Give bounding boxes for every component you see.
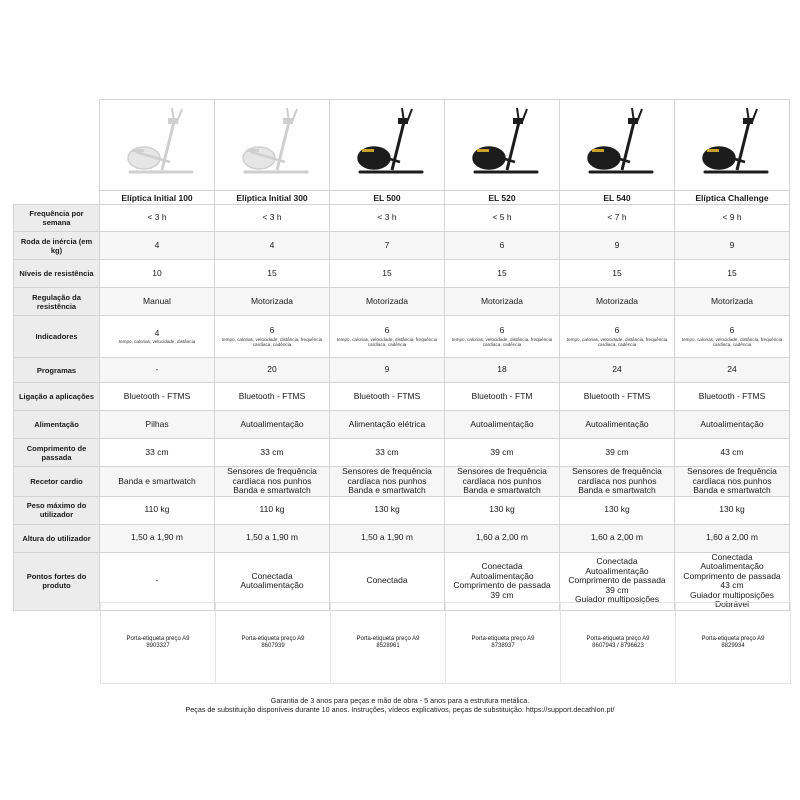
product-name: Elíptica Challenge — [675, 191, 790, 205]
spec-cell: Motorizada — [675, 288, 790, 316]
support-note: Peças de substituição disponíveis durante 10 anos. Instruções, vídeos explicativos, peças de substituição: https://support.decathlon.pt/ — [185, 705, 615, 714]
price-tag-3 — [331, 603, 446, 684]
image-row — [14, 100, 790, 191]
indicator-detail: tempo, calorias, velocidade, distância, frequência cardíaca, cadência — [451, 336, 553, 347]
spec-cell: Bluetooth - FTMS — [330, 383, 445, 411]
product-name-row — [14, 191, 790, 205]
indicator-count: 6 — [384, 325, 390, 336]
price-tag-label: Porta-etiqueta preço A9 — [471, 635, 535, 642]
spec-cell: 33 cm — [100, 439, 215, 467]
spec-cell: Motorizada — [330, 288, 445, 316]
cell-line: Comprimento de passada — [568, 575, 666, 586]
spec-cell: < 9 h — [675, 205, 790, 232]
product-name: EL 500 — [330, 191, 445, 205]
machine-post — [392, 122, 404, 170]
spec-cell: Motorizada — [560, 288, 675, 316]
spec-cell: 39 cm — [560, 439, 675, 467]
spec-cell: 110 kg — [100, 496, 215, 524]
row-label: Frequência por semana — [14, 205, 100, 232]
spec-cell: 4 — [100, 232, 215, 260]
cell-line: Conectada — [711, 552, 753, 562]
indicator-detail: tempo, calorias, velocidade, distância — [118, 339, 196, 345]
price-tag-1 — [101, 603, 216, 684]
spec-cell: Pilhas — [100, 411, 215, 439]
cell-line: Guiador multiposições — [689, 589, 775, 600]
indicator-detail: tempo, calorias, velocidade, distância, frequência cardíaca, cadência — [336, 336, 438, 347]
price-tag-label: Porta-etiqueta preço A9 — [356, 635, 420, 642]
spec-cell: 130 kg — [445, 496, 560, 524]
spec-cell: 24 — [560, 358, 675, 383]
indicator-count: 6 — [614, 325, 620, 336]
indicator-detail: tempo, calorias, velocidade, distância, frequência cardíaca, cadência — [221, 336, 323, 347]
spec-cell: 1,60 a 2,00 m — [675, 524, 790, 552]
elliptical-trainer-icon — [447, 100, 557, 185]
spec-cell: < 3 h — [100, 205, 215, 232]
price-tag-4 — [446, 603, 561, 684]
pedal — [592, 149, 604, 152]
product-name: EL 520 — [445, 191, 560, 205]
row-label: Recetor cardio — [14, 467, 100, 497]
spec-cell: < 7 h — [560, 205, 675, 232]
machine-post — [622, 122, 634, 170]
spec-cell: 33 cm — [330, 439, 445, 467]
product-ref: 8829934 — [721, 643, 745, 649]
price-tag-label: Porta-etiqueta preço A9 — [241, 635, 305, 642]
product-ref: 8903327 — [146, 643, 170, 649]
spec-cell: 15 — [215, 260, 330, 288]
product-image-5 — [560, 100, 675, 191]
machine-post — [162, 122, 174, 170]
product-ref: 8607939 — [261, 643, 285, 649]
spec-cell — [330, 316, 445, 358]
spec-cell: Motorizada — [445, 288, 560, 316]
machine-post — [277, 122, 289, 170]
cell-line: cardíaca nos punhos — [577, 475, 657, 486]
spec-row-programas — [14, 358, 790, 383]
spec-cell: 33 cm — [215, 439, 330, 467]
cell-line: 43 cm — [720, 580, 744, 590]
cell-line: cardíaca nos punhos — [462, 475, 542, 486]
row-label: Regulação da resistência — [14, 288, 100, 316]
spec-row-ligacao-a-aplicacoes — [14, 383, 790, 411]
cell-line: Banda e smartwatch — [118, 475, 196, 486]
indicator-detail: tempo, calorias, velocidade, distância, frequência cardíaca, cadência — [681, 336, 783, 347]
product-image-2 — [215, 100, 330, 191]
cell-line: Comprimento de passada — [453, 580, 551, 590]
product-image-4 — [445, 100, 560, 191]
spec-cell — [675, 467, 790, 497]
spec-cell: 1,50 a 1,90 m — [330, 524, 445, 552]
product-name: Elíptica Initial 100 — [100, 191, 215, 205]
pedal — [362, 149, 374, 152]
price-tag-5 — [561, 603, 676, 684]
row-label: Alimentação — [14, 411, 100, 439]
pedal — [132, 149, 144, 152]
spec-cell: Autoalimentação — [215, 411, 330, 439]
row-label: Ligação a aplicações — [14, 383, 100, 411]
elliptical-trainer-icon — [102, 100, 212, 185]
spec-cell: 10 — [100, 260, 215, 288]
product-ref: 8738937 — [491, 643, 515, 649]
cell-line: Conectada — [481, 561, 523, 571]
console — [168, 118, 178, 124]
cell-line: Sensores de frequência — [687, 466, 777, 476]
product-ref: 8607943 / 8796623 — [592, 643, 644, 649]
spec-cell: Bluetooth - FTM — [445, 383, 560, 411]
machine-post — [737, 122, 749, 170]
row-label: Altura do utilizador — [14, 524, 100, 552]
spec-cell: 18 — [445, 358, 560, 383]
spec-cell: 1,50 a 1,90 m — [100, 524, 215, 552]
price-tag-label: Porta-etiqueta preço A9 — [701, 635, 765, 642]
cell-line: - — [155, 575, 159, 586]
indicator-count: 6 — [499, 325, 505, 336]
price-tag-6 — [676, 603, 791, 684]
spec-cell: < 3 h — [215, 205, 330, 232]
price-tag-2 — [216, 603, 331, 684]
price-tag-label: Porta-etiqueta preço A9 — [126, 635, 190, 642]
console — [283, 118, 293, 124]
spec-cell: 9 — [330, 358, 445, 383]
cell-line: Autoalimentação — [700, 561, 764, 571]
spec-cell: < 5 h — [445, 205, 560, 232]
cell-line: Sensores de frequência — [227, 466, 317, 476]
spec-cell: 9 — [675, 232, 790, 260]
product-name: EL 540 — [560, 191, 675, 205]
pedal — [707, 149, 719, 152]
spec-cell: 6 — [445, 232, 560, 260]
indicator-count: 6 — [729, 325, 735, 336]
spec-cell — [560, 316, 675, 358]
spec-cell: Bluetooth - FTMS — [675, 383, 790, 411]
spec-cell: 110 kg — [215, 496, 330, 524]
cell-line: Comprimento de passada — [683, 570, 781, 581]
cell-line: Autoalimentação — [585, 565, 649, 576]
console — [743, 118, 753, 124]
cell-line: 39 cm — [490, 589, 514, 600]
cell-line: Conectada — [366, 575, 408, 586]
cell-line: Sensores de frequência — [342, 466, 432, 476]
spec-cell: Alimentação elétrica — [330, 411, 445, 439]
row-label: Programas — [14, 358, 100, 383]
spec-cell: 130 kg — [675, 496, 790, 524]
spec-row-alimentacao — [14, 411, 790, 439]
product-image-1 — [100, 100, 215, 191]
elliptical-trainer-icon — [217, 100, 327, 185]
spec-cell: 15 — [560, 260, 675, 288]
product-image-3 — [330, 100, 445, 191]
console — [398, 118, 408, 124]
spec-cell — [215, 316, 330, 358]
row-label: Peso máximo do utilizador — [14, 496, 100, 524]
cell-line: Guiador multiposições — [574, 594, 660, 605]
console — [513, 118, 523, 124]
spec-row-peso-maximo-do-utilizador — [14, 496, 790, 524]
row-label: Níveis de resistência — [14, 260, 100, 288]
spec-cell: Bluetooth - FTMS — [560, 383, 675, 411]
product-ref: 8528961 — [376, 643, 400, 649]
spec-cell: 1,60 a 2,00 m — [445, 524, 560, 552]
spec-row-comprimento-de-passada — [14, 439, 790, 467]
spec-cell: 24 — [675, 358, 790, 383]
spec-cell: Bluetooth - FTMS — [100, 383, 215, 411]
cell-line: cardíaca nos punhos — [347, 475, 427, 486]
cell-line: Autoalimentação — [240, 580, 304, 590]
spec-row-frequencia-por-semana — [14, 205, 790, 232]
spec-cell: Manual — [100, 288, 215, 316]
product-image-6 — [675, 100, 790, 191]
spec-row-regulacao-da-resistencia — [14, 288, 790, 316]
spec-cell: 39 cm — [445, 439, 560, 467]
cell-line: Banda e smartwatch — [693, 485, 771, 495]
spec-cell — [445, 316, 560, 358]
spec-row-indicadores — [14, 316, 790, 358]
spec-cell: 15 — [445, 260, 560, 288]
warranty-note: Garantia de 3 anos para peças e mão de obra - 5 anos para a estrutura metálica. — [270, 696, 530, 705]
spec-cell — [445, 467, 560, 497]
row-label: Indicadores — [14, 316, 100, 358]
spec-row-recetor-cardio — [14, 467, 790, 497]
elliptical-trainer-icon — [677, 100, 787, 185]
spec-cell — [100, 316, 215, 358]
product-name: Elíptica Initial 300 — [215, 191, 330, 205]
cell-line: Sensores de frequência — [457, 466, 547, 476]
cell-line: Autoalimentação — [470, 570, 534, 581]
spec-cell — [215, 467, 330, 497]
cell-line: Sensores de frequência — [572, 466, 662, 476]
spec-cell: 9 — [560, 232, 675, 260]
spec-cell: 15 — [330, 260, 445, 288]
spec-cell: 43 cm — [675, 439, 790, 467]
spec-cell: Motorizada — [215, 288, 330, 316]
cell-line: Banda e smartwatch — [578, 485, 656, 495]
elliptical-trainer-icon — [562, 100, 672, 185]
pedal — [247, 149, 259, 152]
spec-row-roda-de-inercia-em-kg — [14, 232, 790, 260]
spec-cell: Autoalimentação — [560, 411, 675, 439]
spec-row-altura-do-utilizador — [14, 524, 790, 552]
spec-cell: 130 kg — [330, 496, 445, 524]
cell-line: Conectada — [596, 556, 638, 567]
pedal — [477, 149, 489, 152]
cell-line: Banda e smartwatch — [233, 485, 311, 495]
spec-cell — [560, 467, 675, 497]
cell-line: Conectada — [251, 570, 293, 581]
spec-cell: Autoalimentação — [675, 411, 790, 439]
spec-cell: < 3 h — [330, 205, 445, 232]
row-label: Comprimento de passada — [14, 439, 100, 467]
spec-cell: - — [100, 358, 215, 383]
spec-cell: Bluetooth - FTMS — [215, 383, 330, 411]
cell-line: Dobrável — [714, 599, 750, 609]
spec-cell: 4 — [215, 232, 330, 260]
cell-line: cardíaca nos punhos — [232, 475, 312, 486]
price-tag-label: Porta-etiqueta preço A9 — [586, 635, 650, 642]
console — [628, 118, 638, 124]
spec-cell — [330, 467, 445, 497]
indicator-count: 6 — [269, 325, 275, 336]
spec-cell: 130 kg — [560, 496, 675, 524]
indicator-detail: tempo, calorias, velocidade, distância, frequência cardíaca, cadência — [566, 336, 668, 347]
spec-cell: 20 — [215, 358, 330, 383]
spec-row-niveis-de-resistencia — [14, 260, 790, 288]
cell-line: Banda e smartwatch — [463, 485, 541, 495]
spec-cell: 15 — [675, 260, 790, 288]
cell-line: cardíaca nos punhos — [692, 475, 772, 486]
elliptical-trainer-icon — [332, 100, 442, 185]
row-label: Roda de inércia (em kg) — [14, 232, 100, 260]
comparison-table — [13, 99, 790, 611]
spec-cell: 1,60 a 2,00 m — [560, 524, 675, 552]
machine-post — [507, 122, 519, 170]
spec-cell: Autoalimentação — [445, 411, 560, 439]
spec-cell — [100, 467, 215, 497]
cell-line: 39 cm — [605, 584, 629, 595]
indicator-count: 4 — [154, 327, 160, 338]
spec-cell: 1,50 a 1,90 m — [215, 524, 330, 552]
spec-cell — [675, 316, 790, 358]
row-label: Pontos fortes do produto — [14, 552, 100, 610]
cell-line: Banda e smartwatch — [348, 485, 426, 495]
spec-cell: 7 — [330, 232, 445, 260]
